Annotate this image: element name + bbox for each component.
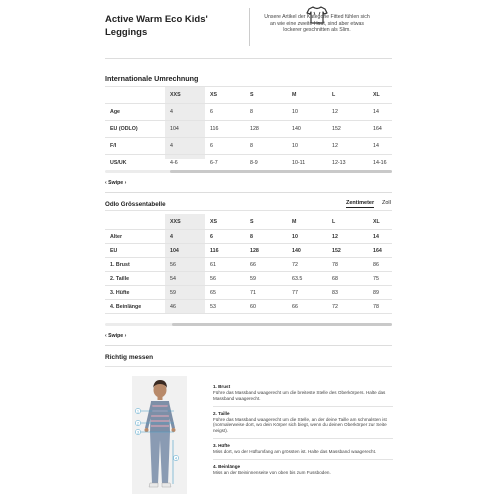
table-row (105, 286, 392, 300)
table-cell: 116 (210, 248, 219, 254)
table-row (105, 244, 392, 258)
conversion-title: Internationale Umrechnung (105, 74, 199, 83)
odlo-scrollbar-thumb[interactable] (172, 323, 392, 326)
table-cell: 78 (332, 262, 338, 268)
table-cell: 68 (332, 276, 338, 282)
table-cell: 66 (250, 262, 256, 268)
table-cell: 10 (292, 143, 298, 149)
measure-divider (213, 406, 393, 407)
table-cell: 14 (373, 143, 379, 149)
table-cell: 8-9 (250, 160, 258, 166)
column-header: XXS (170, 219, 181, 225)
marker-3 (135, 429, 140, 434)
measure-illustration (132, 376, 187, 494)
table-cell: 104 (170, 248, 179, 254)
row-label: Age (110, 109, 121, 115)
table-cell: 128 (250, 248, 259, 254)
measure-item-beinlaenge (213, 464, 393, 476)
table-cell: 12 (332, 143, 338, 149)
row-label: 1. Brust (110, 262, 130, 268)
column-header: L (332, 92, 336, 98)
table-cell: 71 (250, 290, 256, 296)
unit-toggle-zoll[interactable] (382, 200, 391, 206)
table-cell: 10 (292, 234, 298, 240)
table-cell: 14 (373, 234, 379, 240)
table-cell: 10-11 (292, 160, 306, 166)
table-cell: 128 (250, 126, 259, 132)
table-cell: 152 (332, 248, 341, 254)
table-row (105, 104, 392, 121)
table-cell: 61 (210, 262, 216, 268)
table-cell: 4-6 (170, 160, 178, 166)
measure-divider (213, 438, 393, 439)
column-header: XS (210, 219, 218, 225)
column-header: XL (373, 219, 380, 225)
column-header: XXS (170, 92, 181, 98)
column-header: S (250, 92, 254, 98)
table-cell: 14 (373, 109, 379, 115)
measure-item-title: 3. Hüfte (213, 442, 230, 448)
child-figure-icon (132, 376, 187, 494)
table-cell: 65 (210, 290, 216, 296)
odlo-size-table (105, 214, 392, 314)
table-cell: 78 (373, 304, 379, 310)
table-cell: 164 (373, 126, 382, 132)
table-cell: 53 (210, 304, 216, 310)
table-cell: 104 (170, 126, 179, 132)
row-label: 2. Taille (110, 276, 130, 282)
table-cell: 6 (210, 109, 213, 115)
measure-item-huefte (213, 443, 393, 460)
measure-divider (213, 459, 393, 460)
conversion-table (105, 87, 392, 166)
table-row (105, 258, 392, 272)
header-divider (249, 8, 250, 46)
table-cell: 10 (292, 109, 298, 115)
table-cell: 6 (210, 143, 213, 149)
table-header-row (105, 87, 392, 104)
table-cell: 83 (332, 290, 338, 296)
table-cell: 60 (250, 304, 256, 310)
table-cell: 116 (210, 126, 219, 132)
marker-label: 2 (137, 421, 139, 426)
table-cell: 56 (210, 276, 216, 282)
conversion-swipe-hint[interactable]: ‹ Swipe › (105, 180, 127, 186)
row-label: Alter (110, 234, 123, 240)
table-cell: 8 (250, 234, 253, 240)
table-cell: 89 (373, 290, 379, 296)
marker-2 (135, 420, 140, 425)
measure-item-title: 2. Taille (213, 410, 230, 416)
row-label: 4. Beinlänge (110, 304, 142, 310)
column-header: M (292, 219, 297, 225)
column-header: S (250, 219, 254, 225)
table-cell: 6-7 (210, 160, 218, 166)
swipe-label: Swipe (108, 333, 124, 339)
unit-zentimeter[interactable]: Zentimeter (346, 200, 375, 206)
product-title: Active Warm Eco Kids' Leggings (105, 14, 208, 38)
table-cell: 12 (332, 234, 338, 240)
marker-label: 4 (175, 456, 177, 461)
measure-item-text: Führe das Massband waagerecht um die Stelle, an der deine Taille am schmalsten ist (normalerweise dort, wo dein Körper sich biegt, wenn du deinen Oberkörper zur Seite neigst). (213, 416, 387, 434)
unit-toggle-zentimeter[interactable] (346, 200, 374, 206)
table-cell: 59 (250, 276, 256, 282)
measure-item-brust (213, 384, 393, 407)
table-cell: 54 (170, 276, 176, 282)
odlo-table-title: Odlo Grössentabelle (105, 201, 166, 208)
table-cell: 12-13 (332, 160, 346, 166)
table-cell: 152 (332, 126, 341, 132)
table-cell: 56 (170, 262, 176, 268)
table-cell: 12 (332, 109, 338, 115)
row-label: EU (ODLO) (110, 126, 138, 132)
conversion-scrollbar-thumb[interactable] (170, 170, 392, 173)
marker-4 (173, 455, 178, 460)
table-cell: 66 (292, 304, 298, 310)
table-cell: 8 (250, 143, 253, 149)
measure-item-taille (213, 411, 393, 439)
column-header: M (292, 92, 297, 98)
table-cell: 86 (373, 262, 379, 268)
marker-1 (135, 408, 140, 413)
table-cell: 8 (250, 109, 253, 115)
measure-title-rule (105, 366, 392, 367)
header-rule (105, 58, 392, 59)
odlo-title-rule (105, 210, 392, 211)
table-row (105, 300, 392, 314)
swipe-label: Swipe (108, 180, 124, 186)
table-cell: 72 (292, 262, 298, 268)
table-row (105, 138, 392, 155)
row-label: F/I (110, 143, 117, 149)
unit-zoll[interactable]: Zoll (382, 200, 391, 206)
table-cell: 4 (170, 109, 173, 115)
measure-item-text: Miss an der Beininnenseite von oben bis zum Fussboden. (213, 469, 331, 475)
table-cell: 4 (170, 234, 173, 240)
measure-item-text: Führe das Massband waagerecht um die breiteste Stelle des Oberkörpers. Halte das Massband waagerecht. (213, 390, 386, 401)
measure-item-title: 1. Brust (213, 384, 231, 389)
table-cell: 6 (210, 234, 213, 240)
table-row (105, 272, 392, 286)
fit-description: Unsere Artikel der Kategorie Fitted fühlen sich an wie eine zweite Haut, sind aber etwas lockerer geschnitten als Slim. (264, 14, 370, 33)
table-cell: 14-16 (373, 160, 387, 166)
row-label: 3. Hüfte (110, 290, 130, 296)
measure-item-text: Miss dort, wo der Hüftumfang am grössten ist. Halte das Massband waagerecht. (213, 448, 377, 454)
table-cell: 140 (292, 248, 301, 254)
table-cell: 4 (170, 143, 173, 149)
table-cell: 77 (292, 290, 298, 296)
table-header-row (105, 214, 392, 230)
table-row (105, 121, 392, 138)
table-cell: 75 (373, 276, 379, 282)
column-header: XS (210, 92, 218, 98)
column-header: XL (373, 92, 380, 98)
column-header: L (332, 219, 336, 225)
table-cell: 59 (170, 290, 176, 296)
table-cell: 164 (373, 248, 382, 254)
odlo-swipe-hint[interactable]: ‹ Swipe › (105, 333, 127, 339)
table-row (105, 230, 392, 244)
table-cell: 63.5 (292, 276, 303, 282)
row-label: EU (110, 248, 118, 254)
table-cell: 72 (332, 304, 338, 310)
marker-label: 3 (137, 430, 139, 435)
marker-label: 1 (137, 409, 139, 414)
measure-title: Richtig messen (105, 354, 154, 361)
section-rule (105, 345, 392, 346)
product-header (0, 0, 500, 58)
section-rule (105, 192, 392, 193)
table-cell: 140 (292, 126, 301, 132)
measure-item-title: 4. Beinlänge (213, 463, 241, 469)
row-label: US/UK (110, 160, 127, 166)
table-cell: 46 (170, 304, 176, 310)
measure-instructions (213, 384, 393, 480)
